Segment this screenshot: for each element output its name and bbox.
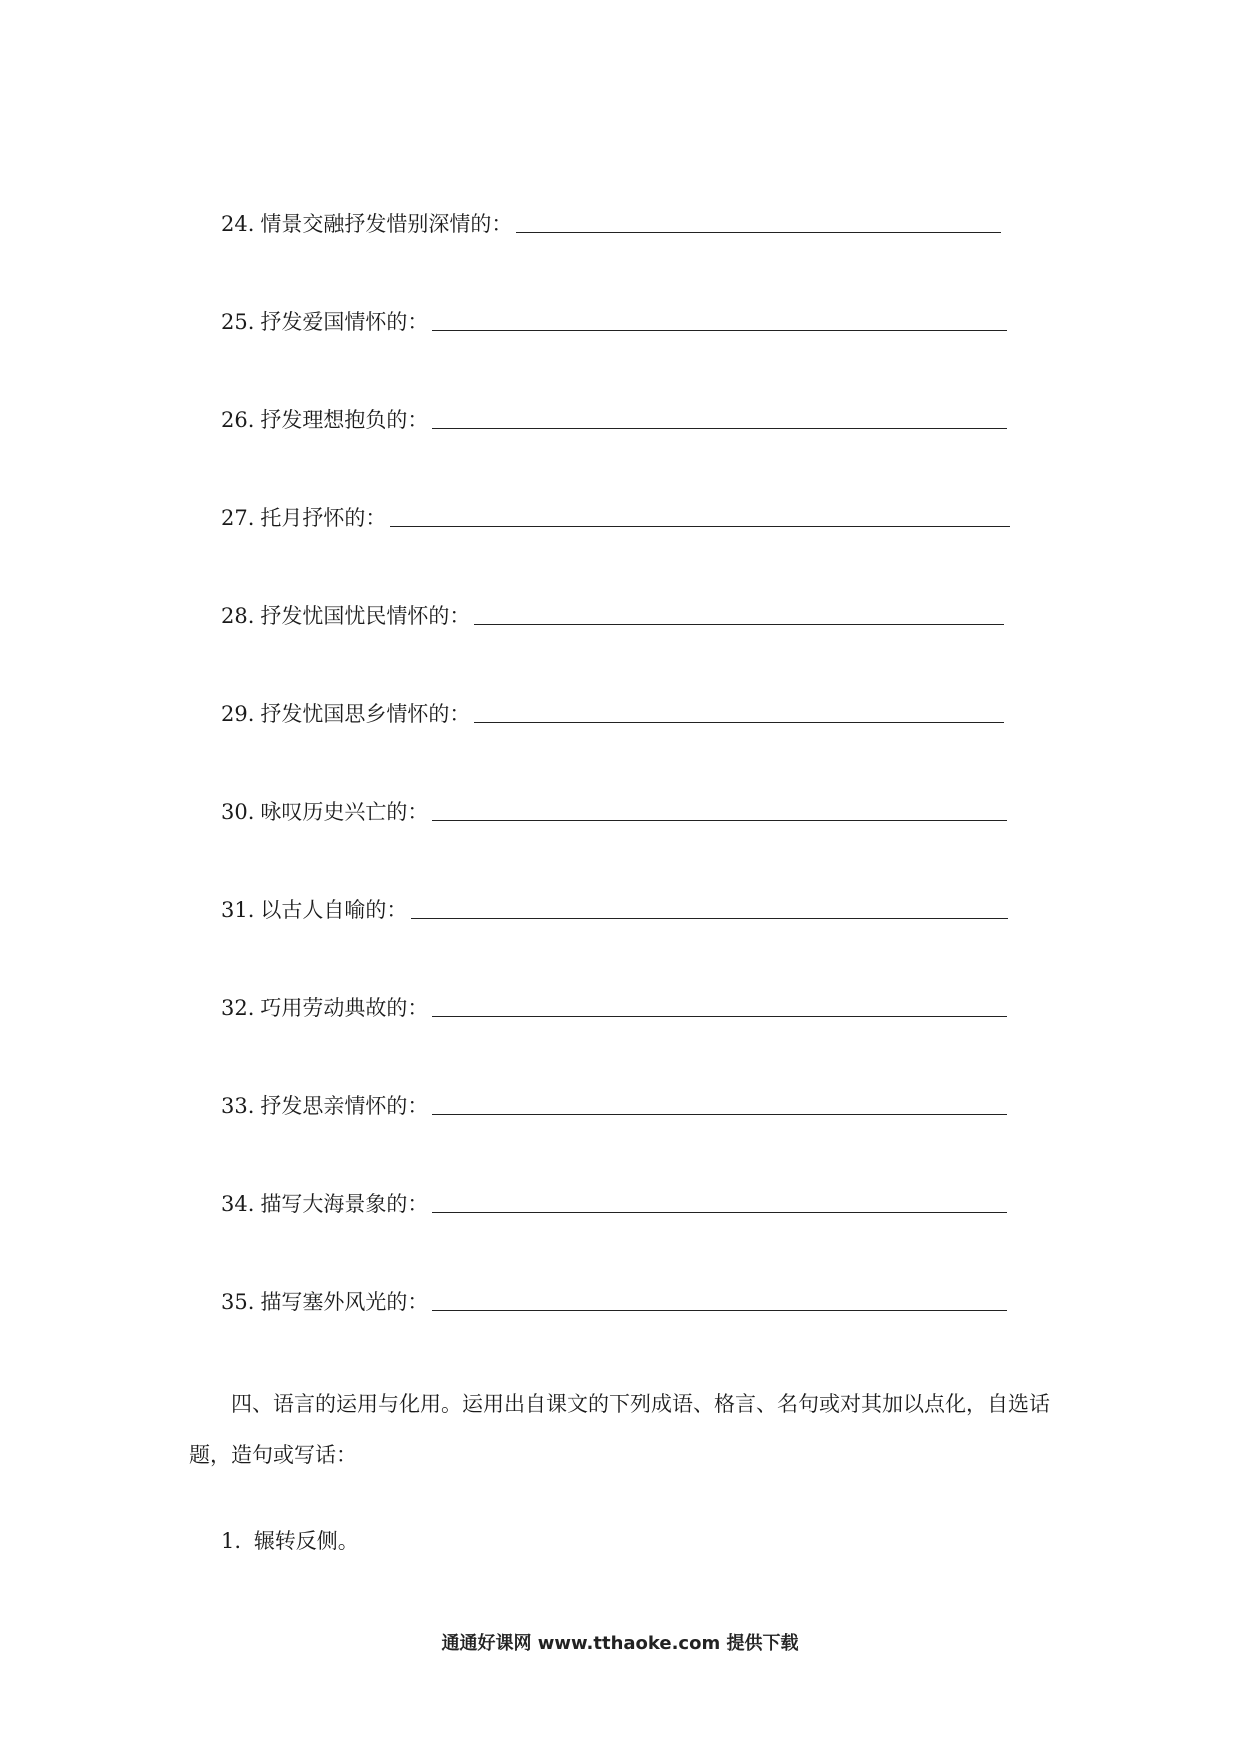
question-label: 抒发忧国忧民情怀的： [260,604,471,628]
question-label: 描写塞外风光的： [260,1290,429,1314]
question-label: 情景交融抒发惜别深情的： [260,212,513,236]
question-item-32 [221,979,1007,1019]
answer-blank-line[interactable] [516,232,1001,233]
question-item-29 [221,685,1004,725]
section-four-text: 四、语言的运用与化用。运用出自课文的下列成语、格言、名句或对其加以点化，自选话题，造句或写话： [189,1392,1050,1467]
question-item-26 [221,391,1007,431]
question-number: 31. [221,898,255,922]
question-label: 描写大海景象的： [260,1192,429,1216]
question-label: 巧用劳动典故的： [260,996,429,1020]
question-number: 24. [221,212,255,236]
answer-blank-line[interactable] [432,428,1007,429]
question-label: 抒发思亲情怀的： [260,1094,429,1118]
question-number: 33. [221,1094,255,1118]
question-number: 27. [221,506,255,530]
question-number: 35. [221,1290,255,1314]
answer-blank-line[interactable] [432,330,1007,331]
question-item-27 [221,489,1010,529]
question-item-30 [221,783,1007,823]
question-number: 30. [221,800,255,824]
question-label: 抒发爱国情怀的： [260,310,429,334]
question-label: 以古人自喻的： [260,898,408,922]
question-item-28 [221,587,1004,627]
answer-blank-line[interactable] [474,624,1004,625]
question-number: 26. [221,408,255,432]
question-number: 29. [221,702,255,726]
answer-blank-line[interactable] [411,918,1008,919]
question-item-31 [221,881,1008,921]
question-number: 25. [221,310,255,334]
answer-blank-line[interactable] [432,1016,1007,1017]
question-item-25 [221,293,1007,333]
sub-item-1 [221,1525,359,1555]
question-number: 28. [221,604,255,628]
sub-item-number: 1. [221,1529,242,1553]
question-label: 抒发忧国思乡情怀的： [260,702,471,726]
answer-blank-line[interactable] [432,1212,1007,1213]
answer-blank-line[interactable] [432,1114,1007,1115]
question-item-33 [221,1077,1007,1117]
question-label: 抒发理想抱负的： [260,408,429,432]
question-label: 咏叹历史兴亡的： [260,800,429,824]
page-footer: 通通好课网 www.tthaoke.com 提供下载 [441,1633,799,1654]
section-four-instructions [189,1379,1059,1481]
question-number: 32. [221,996,255,1020]
question-item-34 [221,1175,1007,1215]
answer-blank-line[interactable] [390,526,1010,527]
question-item-35 [221,1273,1007,1313]
answer-blank-line[interactable] [432,820,1007,821]
question-label: 托月抒怀的： [260,506,387,530]
question-number: 34. [221,1192,255,1216]
answer-blank-line[interactable] [474,722,1004,723]
question-item-24 [221,195,1001,235]
answer-blank-line[interactable] [432,1310,1007,1311]
sub-item-label: 辗转反侧。 [253,1529,359,1553]
